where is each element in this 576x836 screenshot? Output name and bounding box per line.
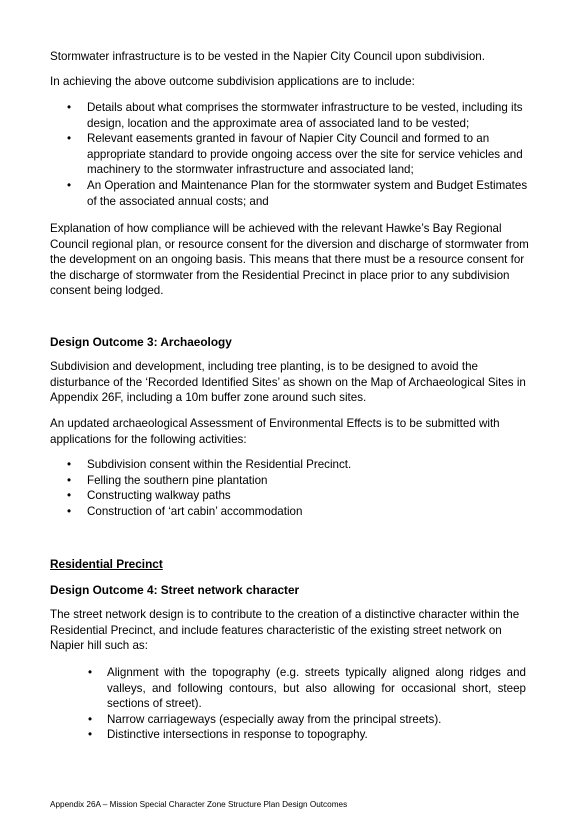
paragraph-stormwater-vesting: Stormwater infrastructure is to be vested in the Napier City Council upon subdivision. bbox=[50, 50, 485, 63]
list-item-text: Distinctive intersections in response to topography. bbox=[107, 728, 368, 742]
list-item bbox=[50, 473, 530, 489]
list-item bbox=[50, 504, 530, 520]
archaeology-activities-list bbox=[50, 457, 530, 519]
stormwater-requirements-list bbox=[50, 100, 530, 209]
list-item bbox=[50, 457, 530, 473]
paragraph-archaeology-avoid: Subdivision and development, including tree planting, is to be designed to avoid the disturbance of the ‘Recorded Identified Sites’ as shown on the Map of Archaeological Sites in Appendix 26F, including a 10m buffer zone around such sites. bbox=[50, 360, 526, 405]
list-item-text: Subdivision consent within the Residential Precinct. bbox=[87, 458, 352, 471]
page-footer: Appendix 26A – Mission Special Character Zone Structure Plan Design Outcomes bbox=[50, 800, 348, 809]
list-item bbox=[50, 488, 530, 504]
section-heading-residential-precinct: Residential Precinct bbox=[50, 557, 163, 571]
list-item bbox=[50, 178, 530, 209]
list-item bbox=[50, 712, 526, 728]
list-item-text: Narrow carriageways (especially away from the principal streets). bbox=[107, 712, 442, 726]
bullet-icon: • bbox=[67, 178, 72, 192]
list-item-text: Details about what comprises the stormwater infrastructure to be vested, including its design, location and the approximate area of associated land to be vested; bbox=[87, 101, 523, 130]
paragraph-street-network: The street network design is to contribute to the creation of a distinctive character within the Residential Precinct, and include features characteristic of the existing street network on Napier hill such as: bbox=[50, 608, 520, 653]
paragraph-assessment-required: An updated archaeological Assessment of Environmental Effects is to be submitted with applications for the following activities: bbox=[50, 417, 500, 446]
list-item-text: Constructing walkway paths bbox=[87, 489, 231, 503]
list-item-text: Relevant easements granted in favour of Napier City Council and formed to an appropriate standard to provide ongoing access over the site for service vehicles and machinery to the stormwater infrastructure and associated land; bbox=[87, 132, 523, 177]
list-item bbox=[50, 131, 530, 178]
heading-archaeology: Design Outcome 3: Archaeology bbox=[50, 335, 232, 349]
street-features-list bbox=[50, 665, 526, 743]
bullet-icon: • bbox=[88, 728, 93, 742]
list-item bbox=[50, 727, 526, 743]
list-item-text: Felling the southern pine plantation bbox=[87, 473, 268, 487]
list-item bbox=[50, 100, 530, 131]
bullet-icon: • bbox=[67, 101, 72, 114]
list-item-text: Alignment with the topography (e.g. streets typically aligned along ridges and valleys, and following contours, but also allowing for occasional short, steep sections of street). bbox=[107, 666, 526, 711]
list-item-text: An Operation and Maintenance Plan for the stormwater system and Budget Estimates of the associated annual costs; and bbox=[87, 178, 528, 208]
bullet-icon: • bbox=[88, 666, 93, 679]
bullet-icon: • bbox=[67, 458, 72, 471]
list-item-text: Construction of ‘art cabin’ accommodation bbox=[87, 504, 303, 518]
bullet-icon: • bbox=[67, 489, 72, 503]
paragraph-applications-include: In achieving the above outcome subdivision applications are to include: bbox=[50, 75, 415, 88]
heading-street-network: Design Outcome 4: Street network character bbox=[50, 583, 300, 597]
bullet-icon: • bbox=[67, 132, 72, 146]
bullet-icon: • bbox=[67, 504, 72, 518]
list-item bbox=[50, 665, 526, 712]
bullet-icon: • bbox=[67, 473, 72, 487]
bullet-icon: • bbox=[88, 712, 93, 726]
paragraph-compliance-explanation: Explanation of how compliance will be achieved with the relevant Hawke’s Bay Regional Council regional plan, or resource consent for the diversion and discharge of stormwater from the development on an ongoing basis. This means that there must be a resource consent for the discharge of stormwater from the Residential Precinct in place prior to any subdivision consent being lodged. bbox=[50, 222, 529, 298]
